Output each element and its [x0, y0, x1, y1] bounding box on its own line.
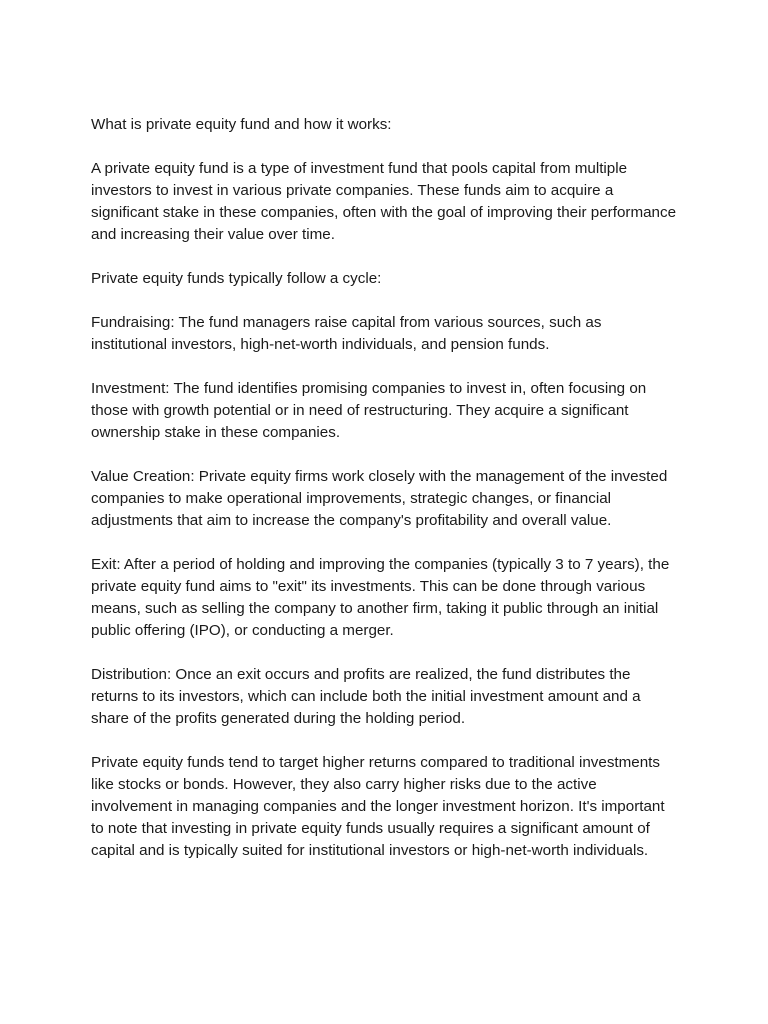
- distribution-paragraph: Distribution: Once an exit occurs and profits are realized, the fund distributes the returns to its investors, which can include both the initial investment amount and a share of the profits generated during the holding period.: [91, 666, 641, 727]
- exit-paragraph: Exit: After a period of holding and improving the companies (typically 3 to 7 years), the private equity fund aims to "exit" its investments. This can be done through various means, such as selling the company to another firm, taking it public through an initial public offering (IPO), or conducting a merger.: [91, 556, 670, 639]
- investment-paragraph: Investment: The fund identifies promising companies to invest in, often focusing on those with growth potential or in need of restructuring. They acquire a significant ownership stake in these companies.: [91, 380, 647, 441]
- document-body: [91, 114, 681, 862]
- cycle-intro-paragraph: Private equity funds typically follow a cycle:: [91, 270, 382, 287]
- conclusion-paragraph: Private equity funds tend to target higher returns compared to traditional investments like stocks or bonds. However, they also carry higher risks due to the active involvement in managing companies and the longer investment horizon. It's important to note that investing in private equity funds usually requires a significant amount of capital and is typically suited for institutional investors or high-net-worth individuals.: [91, 754, 665, 859]
- fundraising-paragraph: Fundraising: The fund managers raise capital from various sources, such as institutional investors, high-net-worth individuals, and pension funds.: [91, 314, 602, 353]
- value-creation-paragraph: Value Creation: Private equity firms work closely with the management of the invested companies to make operational improvements, strategic changes, or financial adjustments that aim to increase the company's profitability and overall value.: [91, 468, 668, 529]
- document-heading: What is private equity fund and how it works:: [91, 116, 392, 133]
- intro-paragraph: A private equity fund is a type of investment fund that pools capital from multiple investors to invest in various private companies. These funds aim to acquire a significant stake in these companies, often with the goal of improving their performance and increasing their value over time.: [91, 160, 677, 243]
